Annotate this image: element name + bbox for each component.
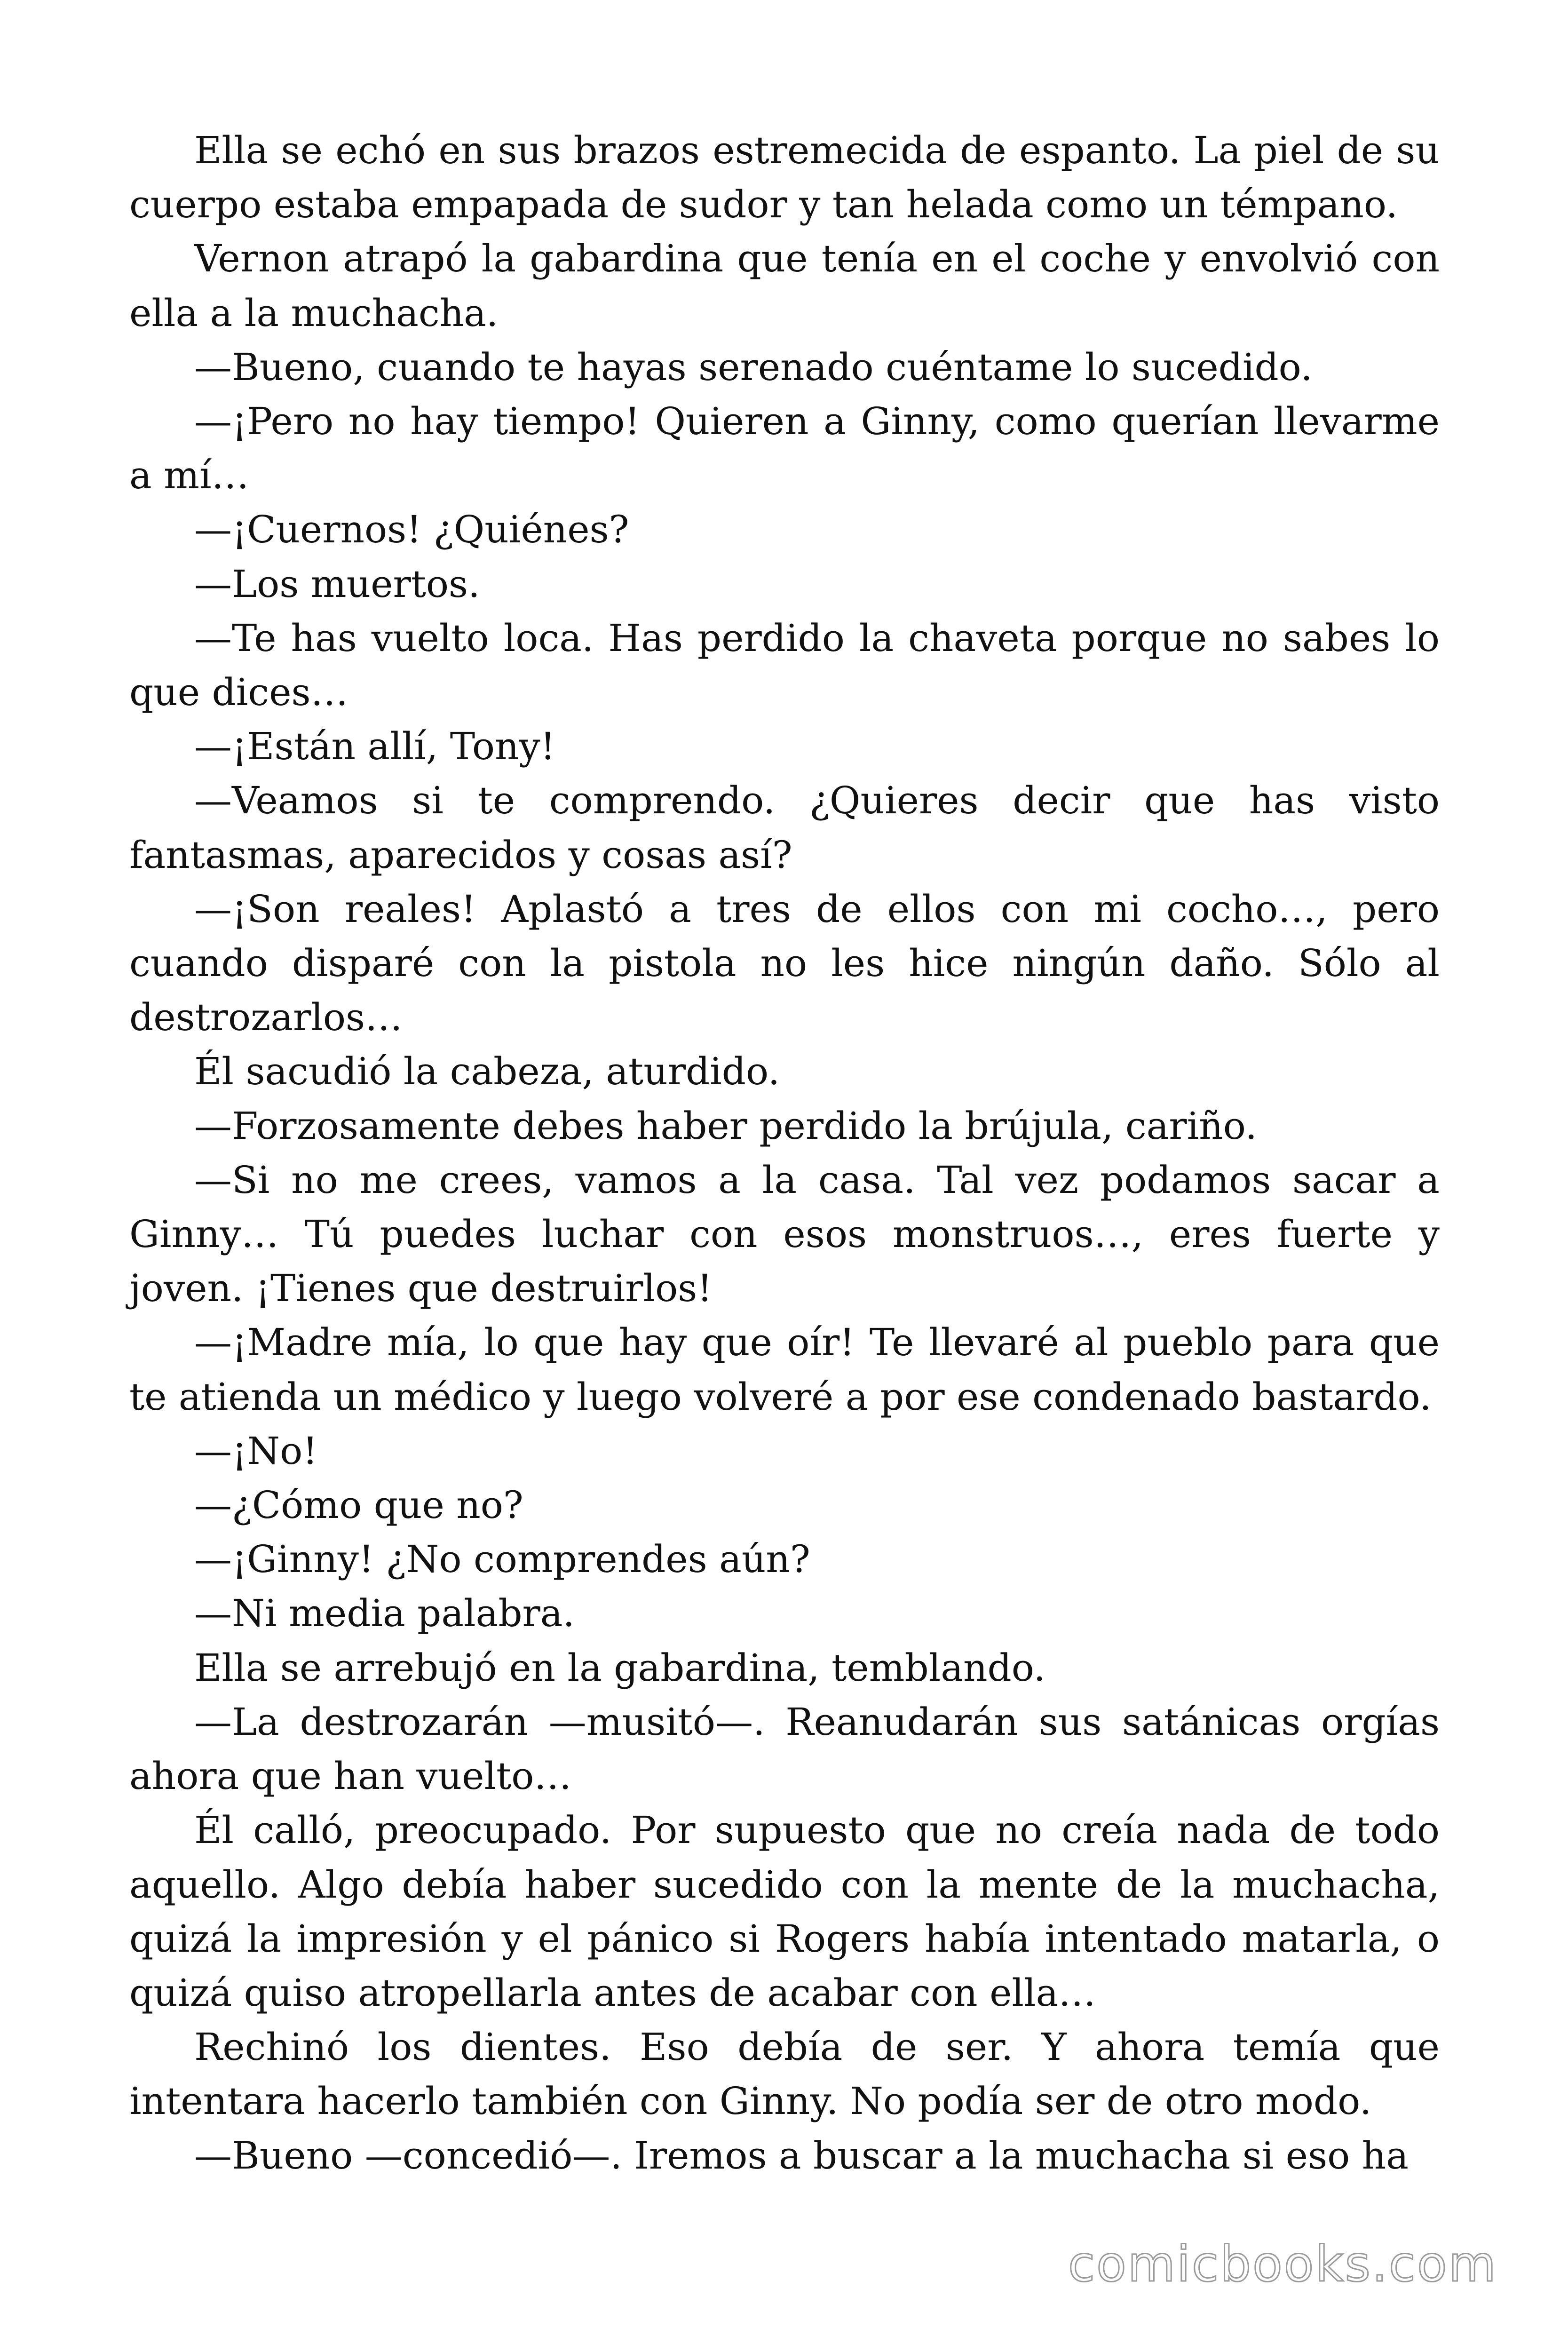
paragraph: —¡Ginny! ¿No comprendes aún? bbox=[194, 1537, 810, 1581]
paragraph: —Los muertos. bbox=[194, 562, 480, 606]
paragraph: —Veamos si te comprendo. ¿Quieres decir que has visto fantasmas, aparecidos y cosas así? bbox=[129, 779, 1440, 877]
paragraph: Ella se echó en sus brazos estremecida de espanto. La piel de su cuerpo estaba empapada de sudor y tan helada como un témpano. bbox=[129, 128, 1440, 227]
watermark-logo: comicbooks.com bbox=[1068, 2235, 1497, 2293]
paragraph: —¡No! bbox=[194, 1429, 318, 1473]
paragraph: —¡Están allí, Tony! bbox=[194, 724, 555, 769]
paragraph: —Bueno, cuando te hayas serenado cuéntame lo sucedido. bbox=[194, 345, 1313, 389]
paragraph: —¡Son reales! Aplastó a tres de ellos con mi cocho…, pero cuando disparé con la pistola no les hice ningún daño. Sólo al destrozarlos… bbox=[129, 887, 1440, 1040]
paragraph: —¡Madre mía, lo que hay que oír! Te llevaré al pueblo para que te atienda un médico y luego volveré a por ese condenado bastardo. bbox=[129, 1320, 1440, 1419]
paragraph: Rechinó los dientes. Eso debía de ser. Y ahora temía que intentara hacerlo también con Ginny. No podía ser de otro modo. bbox=[129, 2025, 1440, 2123]
paragraph: —Forzosamente debes haber perdido la brújula, cariño. bbox=[194, 1104, 1257, 1148]
paragraph: —¡Pero no hay tiempo! Quieren a Ginny, como querían llevarme a mí… bbox=[129, 399, 1440, 498]
paragraph: —Te has vuelto loca. Has perdido la chaveta porque no sabes lo que dices… bbox=[129, 616, 1440, 715]
paragraph: Él calló, preocupado. Por supuesto que no creía nada de todo aquello. Algo debía haber sucedido con la mente de la muchacha, quizá la impresión y el pánico si Rogers había intentado matarla, o quizá quiso atropellarla antes de acabar con ella… bbox=[129, 1808, 1440, 2015]
paragraph: Él sacudió la cabeza, aturdido. bbox=[194, 1049, 780, 1094]
paragraph: —La destrozarán —musitó—. Reanudarán sus satánicas orgías ahora que han vuelto… bbox=[129, 1700, 1440, 1798]
paragraph: —Ni media palabra. bbox=[194, 1591, 575, 1636]
paragraph: Ella se arrebujó en la gabardina, temblando. bbox=[194, 1645, 1045, 1690]
paragraph: —¡Cuernos! ¿Quiénes? bbox=[194, 508, 629, 552]
paragraph: —¿Cómo que no? bbox=[194, 1483, 523, 1527]
body-text bbox=[129, 123, 1440, 2183]
paragraph: —Bueno —concedió—. Iremos a buscar a la muchacha si eso ha bbox=[194, 2133, 1409, 2177]
paragraph: —Si no me crees, vamos a la casa. Tal vez podamos sacar a Ginny… Tú puedes luchar con esos monstruos…, eres fuerte y joven. ¡Tienes que destruirlos! bbox=[129, 1158, 1440, 1311]
paragraph: Vernon atrapó la gabardina que tenía en el coche y envolvió con ella a la muchacha. bbox=[129, 237, 1440, 335]
